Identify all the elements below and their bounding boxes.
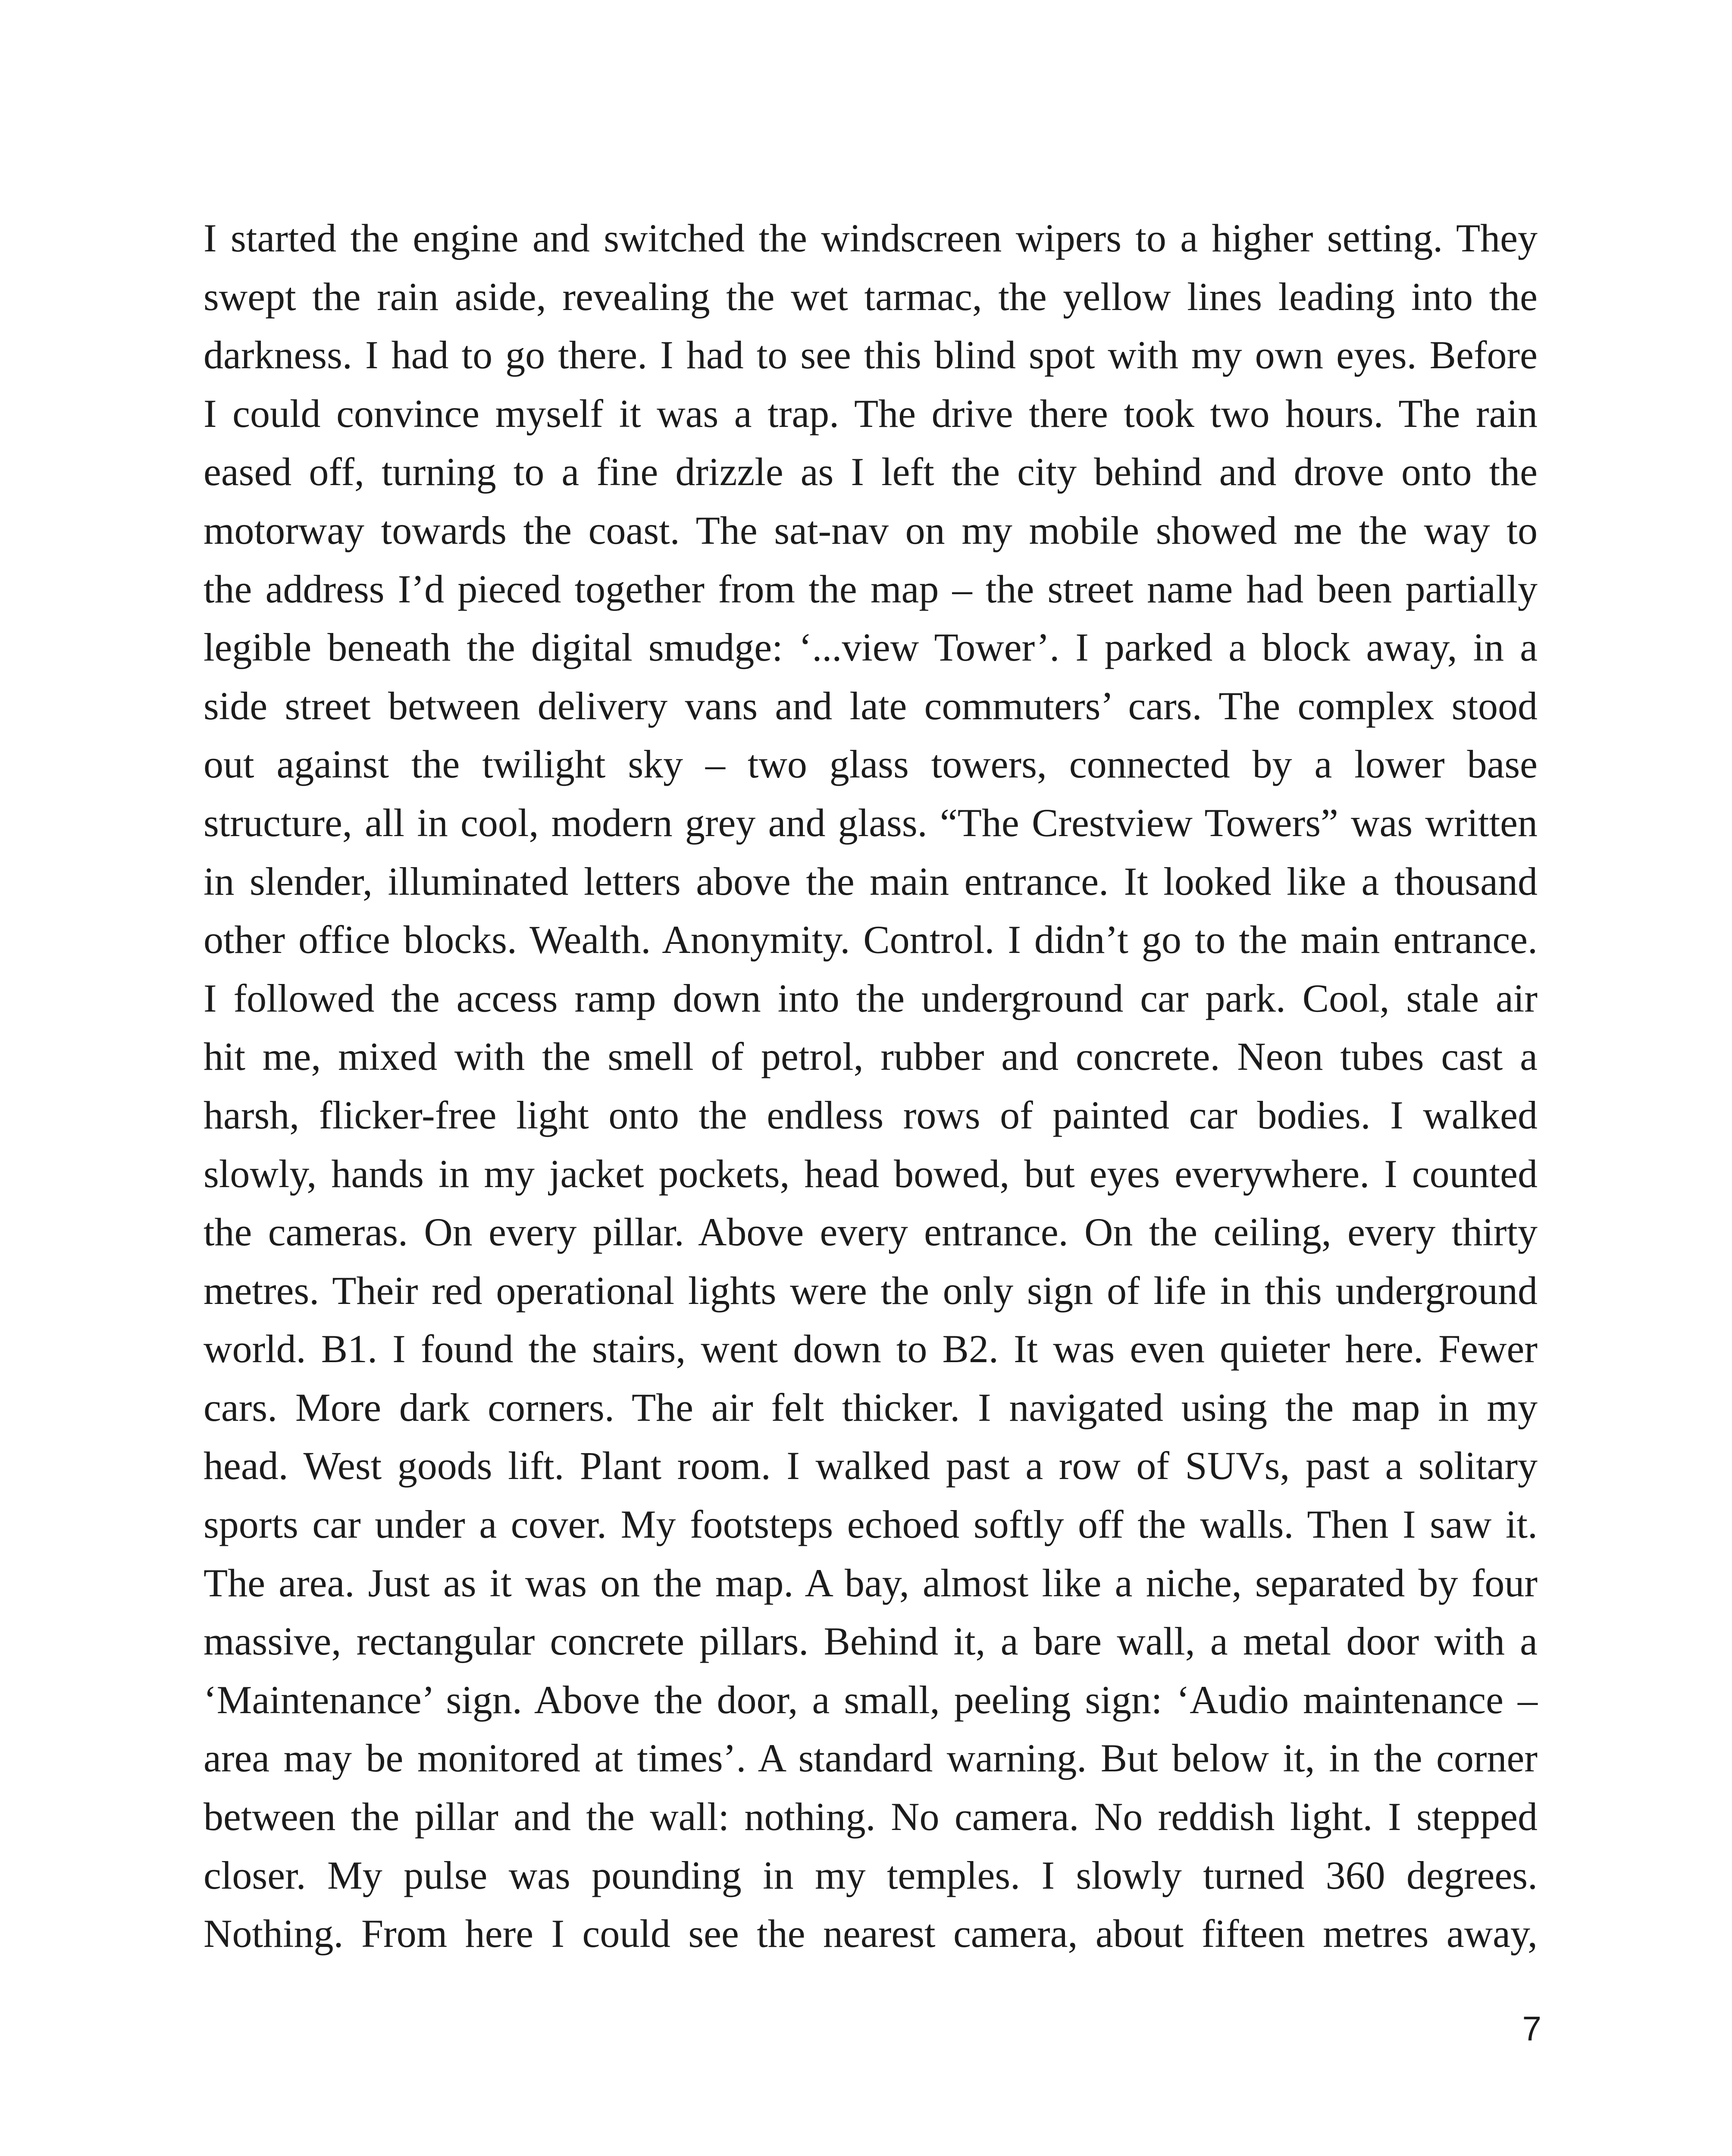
text-line: side street between delivery vans and late commuters’ cars. The complex stood bbox=[204, 683, 1538, 728]
text-line: ‘Maintenance’ sign. Above the door, a small, peeling sign: ‘Audio maintenance – bbox=[204, 1677, 1538, 1722]
text-line: between the pillar and the wall: nothing. No camera. No reddish light. I stepped bbox=[204, 1795, 1538, 1839]
text-line: I could convince myself it was a trap. The drive there took two hours. The rain bbox=[204, 391, 1538, 436]
text-line: eased off, turning to a fine drizzle as I left the city behind and drove onto the bbox=[204, 450, 1538, 494]
text-line: darkness. I had to go there. I had to see this blind spot with my own eyes. Before bbox=[204, 333, 1538, 377]
text-line: closer. My pulse was pounding in my temples. I slowly turned 360 degrees. bbox=[204, 1853, 1538, 1897]
text-line: sports car under a cover. My footsteps echoed softly off the walls. Then I saw it. bbox=[204, 1502, 1538, 1547]
text-line: world. B1. I found the stairs, went down to B2. It was even quieter here. Fewer bbox=[204, 1327, 1538, 1371]
text-line: swept the rain aside, revealing the wet tarmac, the yellow lines leading into the bbox=[204, 274, 1538, 319]
text-line: The area. Just as it was on the map. A bay, almost like a niche, separated by four bbox=[204, 1561, 1538, 1605]
text-line: head. West goods lift. Plant room. I walked past a row of SUVs, past a solitary bbox=[204, 1444, 1538, 1488]
text-line: hit me, mixed with the smell of petrol, rubber and concrete. Neon tubes cast a bbox=[204, 1034, 1538, 1079]
text-line: Nothing. From here I could see the nearest camera, about fifteen metres away, bbox=[204, 1912, 1538, 1956]
text-line: other office blocks. Wealth. Anonymity. Control. I didn’t go to the main entrance. bbox=[204, 918, 1538, 962]
text-line: slowly, hands in my jacket pockets, head bowed, but eyes everywhere. I counted bbox=[204, 1151, 1538, 1196]
text-line: massive, rectangular concrete pillars. Behind it, a bare wall, a metal door with a bbox=[204, 1619, 1538, 1664]
text-line: the address I’d pieced together from the map – the street name had been partially bbox=[204, 567, 1538, 611]
text-line: cars. More dark corners. The air felt thicker. I navigated using the map in my bbox=[204, 1385, 1538, 1429]
text-line: area may be monitored at times’. A standard warning. But below it, in the corner bbox=[204, 1736, 1538, 1780]
text-line: I started the engine and switched the windscreen wipers to a higher setting. They bbox=[204, 216, 1538, 260]
text-line: legible beneath the digital smudge: ‘...view Tower’. I parked a block away, in a bbox=[204, 625, 1538, 670]
text-line: harsh, flicker-free light onto the endless rows of painted car bodies. I walked bbox=[204, 1093, 1538, 1137]
text-line: out against the twilight sky – two glass towers, connected by a lower base bbox=[204, 742, 1538, 787]
text-line: motorway towards the coast. The sat-nav on my mobile showed me the way to bbox=[204, 508, 1538, 552]
text-line: metres. Their red operational lights were the only sign of life in this underground bbox=[204, 1268, 1538, 1313]
text-line: structure, all in cool, modern grey and glass. “The Crestview Towers” was written bbox=[204, 800, 1538, 845]
text-line: I followed the access ramp down into the underground car park. Cool, stale air bbox=[204, 976, 1538, 1020]
text-line: in slender, illuminated letters above the main entrance. It looked like a thousand bbox=[204, 859, 1538, 903]
page-number: 7 bbox=[1522, 2009, 1541, 2048]
text-line: the cameras. On every pillar. Above every entrance. On the ceiling, every thirty bbox=[204, 1210, 1538, 1254]
body-text bbox=[204, 209, 1538, 1963]
